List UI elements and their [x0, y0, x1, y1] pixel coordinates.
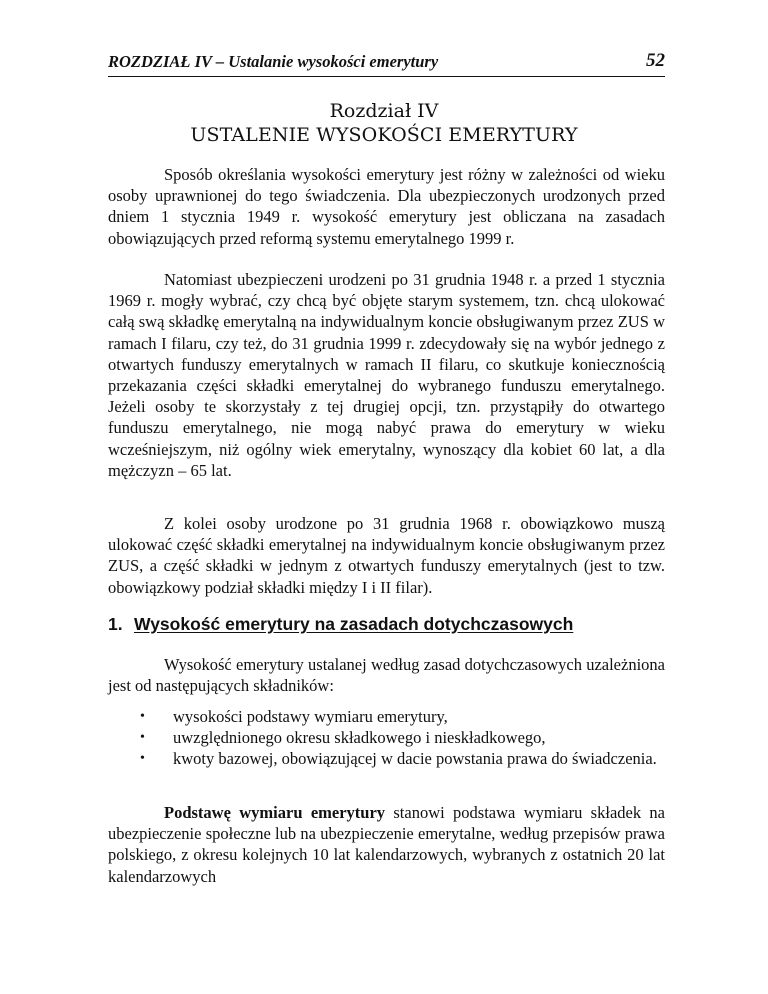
list-item-text: uwzględnionego okresu składkowego i nieskładkowego,: [173, 728, 546, 748]
definition-text: stanowi podstawa wymiaru składek na ubezpieczenie społeczne lub na ubezpieczenie emerytalne, według przepisów prawa polskiego, z okresu kolejnych 10 lat kalendarzowych, wybranych z ostatnich 20 lat kalendarzowych: [108, 803, 665, 886]
paragraph-2: Natomiast ubezpieczeni urodzeni po 31 grudnia 1948 r. a przed 1 stycznia 1969 r. mogły wybrać, czy chcą być objęte starym systemem, tzn. chcą ulokować całą swą składkę emerytalną na indywidualnym koncie obsługiwanym przez ZUS w ramach I filaru, czy też, do 31 grudnia 1999 r. zdecydowały się na wybór jednego z otwartych funduszy emerytalnych w ramach II filaru, co skutkuje koniecznością przekazania części składki emerytalnej do wybranego funduszu emerytalnego. Jeżeli osoby te skorzystały z tej drugiej opcji, tzn. przystąpiły do otwartego funduszu emerytalnego, nie mogą nabyć prawa do emerytury w wieku wcześniejszym, niż ogólny wiek emerytalny, wynoszący dla kobiet 60 lat, a dla mężczyzn – 65 lat.: [108, 270, 665, 480]
chapter-label: Rozdział IV: [329, 100, 439, 122]
list-item: [140, 748, 665, 769]
bullet-icon: •: [140, 709, 145, 724]
running-title: ROZDZIAŁ IV – Ustalanie wysokości emerytury: [108, 52, 439, 71]
page-number: 52: [646, 50, 665, 71]
running-header: [108, 50, 665, 77]
list-item: [140, 727, 665, 748]
paragraph-3: Z kolei osoby urodzone po 31 grudnia 1968 r. obowiązkowo muszą ulokować część składki emerytalnej na indywidualnym koncie obsługiwanym przez ZUS, a część składki w jednym z otwartych funduszy emerytalnych (jest to tzw. obowiązkowy podział składki między I i II filar).: [108, 514, 665, 597]
list-item-text: kwoty bazowej, obowiązującej w dacie powstania prawa do świadczenia.: [173, 749, 657, 769]
paragraph-1: Sposób określania wysokości emerytury jest różny w zależności od wieku osoby uprawnionej do tego świadczenia. Dla ubezpieczonych urodzonych przed dniem 1 stycznia 1949 r. wysokość emerytury jest obliczana na zasadach obowiązujących przed reformą systemu emerytalnego 1999 r.: [108, 165, 665, 248]
section-intro: Wysokość emerytury ustalanej według zasad dotychczasowych uzależniona jest od następujących składników:: [108, 655, 665, 696]
bullet-icon: •: [140, 730, 145, 746]
paragraph-base-definition: [108, 802, 665, 887]
term-podstawa-wymiaru: Podstawę wymiaru emerytury: [164, 803, 386, 822]
section-title: Wysokość emerytury na zasadach dotychczasowych: [134, 614, 574, 634]
list-item-text: wysokości podstawy wymiaru emerytury,: [173, 707, 448, 726]
section-heading: [108, 614, 573, 635]
bullet-icon: •: [140, 751, 145, 767]
list-item: [140, 706, 665, 727]
chapter-title: USTALENIE WYSOKOŚCI EMERYTURY: [190, 124, 578, 146]
section-number: 1.: [108, 614, 123, 634]
component-list: [140, 706, 665, 770]
